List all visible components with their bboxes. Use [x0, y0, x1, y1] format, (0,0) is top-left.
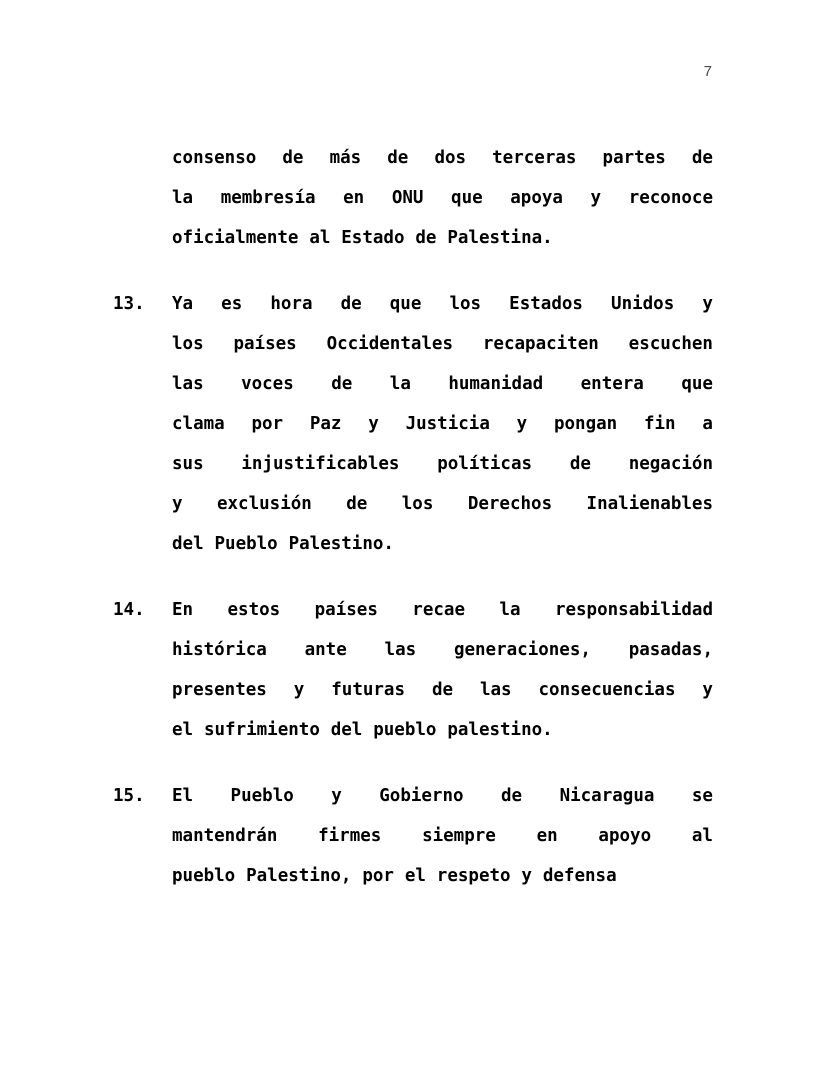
word: voces — [241, 374, 294, 394]
word: dos — [434, 148, 467, 168]
paragraph-line — [172, 178, 713, 218]
word: por — [251, 414, 284, 434]
word: Occidentales — [326, 334, 454, 354]
word: de — [691, 148, 713, 168]
word: y — [293, 680, 305, 700]
word: que — [681, 374, 713, 394]
word: pasadas, — [628, 640, 713, 660]
word: apoya — [510, 188, 563, 208]
word: Derechos — [467, 494, 553, 514]
word: de — [569, 454, 591, 474]
paragraph-item-14 — [113, 590, 713, 750]
word: las — [479, 680, 512, 700]
word: reconoce — [628, 188, 713, 208]
word: siempre — [422, 826, 496, 846]
word: y — [590, 188, 602, 208]
paragraph-line: el sufrimiento del pueblo palestino. — [172, 720, 553, 740]
word: y — [368, 414, 379, 434]
word: estos — [227, 600, 281, 620]
word: consecuencias — [538, 680, 676, 700]
word: recae — [412, 600, 465, 620]
word: la — [172, 188, 194, 208]
word: de — [282, 148, 304, 168]
word: países — [314, 600, 378, 620]
paragraph-line — [172, 590, 713, 630]
word: El — [172, 786, 194, 806]
word: países — [233, 334, 297, 354]
word: generaciones, — [453, 640, 591, 660]
word: y — [702, 680, 713, 700]
paragraph-line — [172, 776, 713, 816]
word: los — [401, 494, 434, 514]
paragraph-text — [172, 138, 713, 258]
paragraph-item-13 — [113, 284, 713, 564]
word: Pueblo — [230, 786, 294, 806]
word: fin — [643, 414, 676, 434]
word: membresía — [220, 188, 316, 208]
paragraph-text — [172, 284, 713, 564]
word: a — [702, 414, 713, 434]
word: Inalienables — [586, 494, 713, 514]
paragraph-line — [172, 444, 713, 484]
word: ante — [304, 640, 347, 660]
paragraph-text — [172, 776, 713, 896]
word: firmes — [318, 826, 382, 846]
word: ONU — [391, 188, 424, 208]
paragraph-line — [172, 484, 713, 524]
word: presentes — [172, 680, 267, 700]
word: la — [499, 600, 521, 620]
word: terceras — [492, 148, 577, 168]
document-body — [113, 138, 713, 896]
word: Nicaragua — [559, 786, 655, 806]
word: mantendrán — [172, 826, 278, 846]
word: más — [329, 148, 362, 168]
word: En — [172, 600, 194, 620]
word: políticas — [437, 454, 533, 474]
paragraph-item-15 — [113, 776, 713, 896]
word: de — [431, 680, 454, 700]
word: Ya — [172, 294, 194, 314]
paragraph-line — [172, 284, 713, 324]
word: de — [346, 494, 368, 514]
word: sus — [172, 454, 204, 474]
word: se — [691, 786, 713, 806]
word: Paz — [309, 414, 342, 434]
paragraph-text — [172, 590, 713, 750]
word: los — [172, 334, 204, 354]
word: partes — [602, 148, 666, 168]
word: al — [691, 826, 713, 846]
word: histórica — [172, 640, 267, 660]
word: Estados — [509, 294, 583, 314]
word: de — [387, 148, 409, 168]
paragraph-line: del Pueblo Palestino. — [172, 534, 394, 554]
paragraph-number: 15. — [113, 786, 145, 806]
word: injustificables — [241, 454, 400, 474]
word: de — [331, 374, 353, 394]
word: responsabilidad — [554, 600, 713, 620]
paragraph-continuation — [113, 138, 713, 258]
paragraph-line: pueblo Palestino, por el respeto y defensa — [172, 866, 617, 886]
paragraph-line — [172, 364, 713, 404]
word: Gobierno — [379, 786, 464, 806]
word: clama — [172, 414, 225, 434]
word: de — [340, 294, 362, 314]
word: es — [221, 294, 243, 314]
word: futuras — [331, 680, 406, 700]
word: Justicia — [405, 414, 490, 434]
word: en — [536, 826, 558, 846]
page-number: 7 — [703, 63, 712, 80]
word: las — [384, 640, 417, 660]
word: y — [331, 786, 342, 806]
word: las — [172, 374, 204, 394]
paragraph-line — [172, 324, 713, 364]
paragraph-line — [172, 630, 713, 670]
word: hora — [270, 294, 313, 314]
word: humanidad — [448, 374, 544, 394]
word: los — [449, 294, 482, 314]
paragraph-line: oficialmente al Estado de Palestina. — [172, 228, 553, 248]
word: exclusión — [216, 494, 312, 514]
word: negación — [628, 454, 713, 474]
word: de — [501, 786, 523, 806]
word: entera — [580, 374, 644, 394]
word: y — [172, 494, 183, 514]
word: en — [343, 188, 365, 208]
word: recapaciten — [482, 334, 599, 354]
word: escuchen — [628, 334, 713, 354]
word: la — [389, 374, 411, 394]
word: apoyo — [598, 826, 652, 846]
word: pongan — [553, 414, 618, 434]
paragraph-line — [172, 670, 713, 710]
word: consenso — [172, 148, 257, 168]
paragraph-number: 13. — [113, 294, 145, 314]
paragraph-line — [172, 816, 713, 856]
paragraph-line — [172, 138, 713, 178]
paragraph-line — [172, 404, 713, 444]
word: Unidos — [611, 294, 675, 314]
word: y — [516, 414, 528, 434]
paragraph-number: 14. — [113, 600, 145, 620]
word: que — [451, 188, 483, 208]
word: que — [389, 294, 422, 314]
word: y — [702, 294, 713, 314]
